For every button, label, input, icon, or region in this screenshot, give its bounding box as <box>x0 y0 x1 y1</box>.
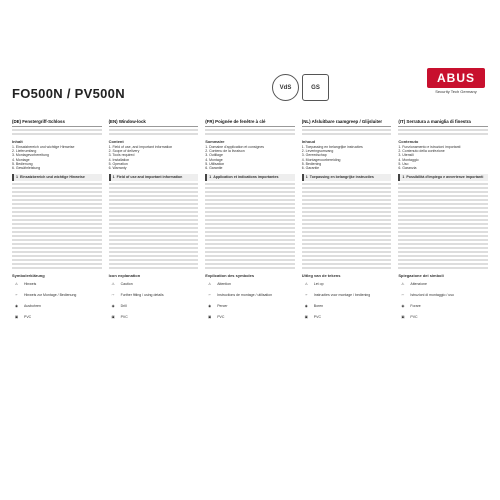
toc-item: 2. Leveringsomvang <box>301 149 334 154</box>
paragraph-text <box>302 207 392 210</box>
symbol-row <box>398 280 488 289</box>
paragraph-text <box>302 251 392 254</box>
paragraph-text <box>302 187 392 190</box>
toc-item: 5. Operation <box>108 161 128 166</box>
symbol-row <box>12 302 102 311</box>
symbol-label: Caution <box>120 282 133 287</box>
toc-item: 1. Einsatzbereich und wichtige Hinweise <box>12 145 75 149</box>
paragraph-text <box>205 247 295 250</box>
paragraph-text <box>398 247 488 250</box>
text-block <box>109 129 199 132</box>
text-block <box>205 129 295 132</box>
paragraph-text <box>302 247 392 250</box>
symbol-row <box>12 280 102 289</box>
toc-item: 1. Domaine d'application et consignes <box>205 145 265 149</box>
paragraph-text <box>109 267 199 270</box>
symbol-row <box>12 313 102 322</box>
paragraph-text <box>398 207 488 210</box>
section-title: Possibilità d'impiego e avvertenze importanti <box>406 175 484 180</box>
symbol-row <box>205 313 295 322</box>
paragraph-text <box>398 255 488 258</box>
paragraph-text <box>12 247 102 250</box>
paragraph-text <box>205 203 295 206</box>
paragraph-text <box>205 239 295 242</box>
paragraph-text <box>12 223 102 226</box>
text-block <box>109 133 199 136</box>
paragraph-text <box>398 215 488 218</box>
toc-item: 4. Montage <box>12 157 30 162</box>
section-bar <box>109 174 199 181</box>
paragraph-text <box>398 259 488 262</box>
paragraph-text <box>398 183 488 186</box>
vds-mark: VdS <box>272 74 299 101</box>
section-bar <box>12 174 102 181</box>
symbol-label: Instructies voor montage / bediening <box>313 293 371 298</box>
hand-pointer-icon: ☞ <box>304 293 308 298</box>
paragraph-text <box>205 195 295 198</box>
paragraph-text <box>109 227 199 230</box>
document-title: FO500N / PV500N <box>12 86 125 101</box>
section-title: Einsatzbereich und wichtige Hinweise <box>20 175 85 180</box>
symbol-row <box>205 302 295 311</box>
toc-item: 3. Utensili <box>398 153 414 158</box>
text-block <box>398 129 488 132</box>
toc-item: 2. Lieferumfang <box>12 149 37 154</box>
language-column-de <box>12 120 102 324</box>
paragraph-text <box>205 227 295 230</box>
hand-pointer-icon: ☞ <box>401 293 405 298</box>
paragraph-text <box>205 235 295 238</box>
warning-icon: ⚠ <box>208 282 212 287</box>
paragraph-text <box>109 251 199 254</box>
paragraph-text <box>205 191 295 194</box>
text-block <box>205 133 295 136</box>
symbol-explanation-title: Uitleg van de tekens <box>301 272 341 278</box>
paragraph-text <box>302 235 392 238</box>
drill-icon: ◉ <box>208 304 212 309</box>
paragraph-text <box>205 255 295 258</box>
paragraph-text <box>398 239 488 242</box>
paragraph-text <box>302 199 392 202</box>
toc-item: 3. Tools required <box>108 153 135 158</box>
toc-item: 2. Contenuto della confezione <box>398 149 445 154</box>
text-block <box>398 133 488 136</box>
brand-tagline: Security Tech Germany <box>435 89 477 94</box>
paragraph-text <box>302 223 392 226</box>
paragraph-text <box>12 227 102 230</box>
section-number: 1 <box>112 175 115 180</box>
pvc-icon: ▣ <box>401 315 405 320</box>
paragraph-text <box>205 243 295 246</box>
symbol-explanation-title: Icon explanation <box>108 272 141 278</box>
warning-icon: ⚠ <box>401 282 405 287</box>
paragraph-text <box>12 255 102 258</box>
paragraph-text <box>109 215 199 218</box>
paragraph-text <box>302 183 392 186</box>
paragraph-text <box>302 243 392 246</box>
toc-title: Inhoud <box>301 138 316 144</box>
toc-item: 3. Outillage <box>205 153 223 158</box>
paragraph-text <box>398 223 488 226</box>
text-block <box>12 129 102 132</box>
toc-item: 1. Field of use, and important information <box>108 145 173 149</box>
paragraph-text <box>12 243 102 246</box>
symbol-row <box>109 302 199 311</box>
symbol-explanation-title: Explication des symboles <box>205 272 255 278</box>
paragraph-text <box>205 223 295 226</box>
paragraph-text <box>205 183 295 186</box>
brand-logo <box>427 68 485 94</box>
toc-item: 1. Toepassing en belangrijke instructies <box>301 145 363 149</box>
symbol-explanation-title: Spiegazione dei simboli <box>398 272 444 278</box>
paragraph-text <box>205 207 295 210</box>
paragraph-text <box>398 199 488 202</box>
column-heading: (FR) Poignée de fenêtre à clé <box>205 120 295 127</box>
paragraph-text <box>12 215 102 218</box>
symbol-label: PVC <box>410 315 418 320</box>
symbol-row <box>302 313 392 322</box>
pvc-icon: ▣ <box>208 315 212 320</box>
paragraph-text <box>12 231 102 234</box>
paragraph-text <box>398 263 488 266</box>
symbol-label: PVC <box>120 315 128 320</box>
symbol-label: Attention <box>217 282 232 287</box>
table-of-contents <box>109 145 199 170</box>
paragraph-text <box>398 211 488 214</box>
paragraph-text <box>302 211 392 214</box>
paragraph-text <box>398 203 488 206</box>
symbol-label: Further fitting / using details <box>120 293 164 298</box>
paragraph-text <box>398 251 488 254</box>
section-bar <box>398 174 488 181</box>
paragraph-text <box>109 235 199 238</box>
toc-item: 6. Gewährleistung <box>12 166 41 171</box>
table-of-contents <box>205 145 295 170</box>
symbol-label: Let op <box>313 282 324 287</box>
paragraph-text <box>12 183 102 186</box>
symbol-row <box>302 280 392 289</box>
toc-title: Content <box>108 138 124 144</box>
brand-name: ABUS <box>427 68 485 88</box>
paragraph-text <box>398 191 488 194</box>
table-of-contents <box>12 145 102 170</box>
symbol-label: Istruzioni di montaggio / uso <box>410 293 454 298</box>
paragraph-text <box>109 247 199 250</box>
paragraph-text <box>398 219 488 222</box>
symbol-label: PVC <box>24 315 32 320</box>
section-bar <box>205 174 295 181</box>
paragraph-text <box>12 251 102 254</box>
text-block <box>302 129 392 132</box>
toc-item: 4. Montaggio <box>398 157 419 162</box>
toc-item: 4. Installation <box>108 157 130 162</box>
drill-icon: ◉ <box>304 304 308 309</box>
paragraph-text <box>302 263 392 266</box>
paragraph-text <box>109 259 199 262</box>
toc-title: Inhalt <box>12 138 23 144</box>
symbol-row <box>109 291 199 300</box>
symbol-row <box>398 302 488 311</box>
section-bar <box>302 174 392 181</box>
section-number: 1 <box>402 175 405 180</box>
section-number: 1 <box>209 175 212 180</box>
text-block <box>302 133 392 136</box>
paragraph-text <box>398 243 488 246</box>
paragraph-text <box>12 199 102 202</box>
paragraph-text <box>205 231 295 234</box>
paragraph-text <box>109 223 199 226</box>
paragraph-text <box>109 187 199 190</box>
symbol-label: Hinweis zur Montage / Bedienung <box>24 293 77 298</box>
paragraph-text <box>109 207 199 210</box>
column-heading: (DE) Fenstergriff-Schloss <box>12 120 102 127</box>
toc-item: 5. Bedienung <box>12 161 33 166</box>
symbol-label: Percer <box>217 304 228 309</box>
column-heading: (NL) Afsluitbare raamgreep / Glijsluiter <box>302 120 392 127</box>
paragraph-text <box>109 219 199 222</box>
toc-item: 4. Montage <box>205 157 223 162</box>
paragraph-text <box>12 203 102 206</box>
paragraph-text <box>302 231 392 234</box>
table-of-contents <box>302 145 392 170</box>
paragraph-text <box>12 187 102 190</box>
paragraph-text <box>205 219 295 222</box>
language-column-nl <box>302 120 392 324</box>
toc-item: 6. Garanzia <box>398 166 417 171</box>
hand-pointer-icon: ☞ <box>208 293 212 298</box>
section-title: Application et indications importantes <box>213 175 279 180</box>
toc-item: 6. Garantie <box>205 166 223 171</box>
paragraph-text <box>398 267 488 270</box>
section-title: Toepassing en belangrijke instructies <box>309 175 374 180</box>
paragraph-text <box>302 255 392 258</box>
symbol-row <box>398 313 488 322</box>
drill-icon: ◉ <box>111 304 115 309</box>
paragraph-text <box>12 191 102 194</box>
symbol-explanation-title: Symbolerklärung <box>12 272 45 278</box>
paragraph-text <box>302 219 392 222</box>
paragraph-text <box>12 267 102 270</box>
paragraph-text <box>12 235 102 238</box>
symbol-label: Drill <box>120 304 127 309</box>
hand-pointer-icon: ☞ <box>111 293 115 298</box>
paragraph-text <box>109 231 199 234</box>
symbol-label: PVC <box>217 315 225 320</box>
paragraph-text <box>398 227 488 230</box>
paragraph-text <box>12 263 102 266</box>
symbol-row <box>302 302 392 311</box>
toc-item: 6. Garantie <box>301 166 320 171</box>
paragraph-text <box>398 231 488 234</box>
symbol-label: Attenzione <box>410 282 427 287</box>
symbol-row <box>12 291 102 300</box>
symbol-label: PVC <box>313 315 321 320</box>
symbol-label: Forare <box>410 304 421 309</box>
paragraph-text <box>302 215 392 218</box>
pvc-icon: ▣ <box>14 315 19 320</box>
paragraph-text <box>205 263 295 266</box>
paragraph-text <box>205 211 295 214</box>
symbol-row <box>205 291 295 300</box>
paragraph-text <box>12 211 102 214</box>
paragraph-text <box>398 195 488 198</box>
symbol-label: Boren <box>313 304 324 309</box>
paragraph-text <box>398 235 488 238</box>
warning-icon: ⚠ <box>304 282 308 287</box>
pvc-icon: ▣ <box>111 315 115 320</box>
paragraph-text <box>205 259 295 262</box>
column-heading: (IT) Serratura a maniglia di finestra <box>398 120 488 127</box>
paragraph-text <box>109 243 199 246</box>
toc-item: 2. Scope of delivery <box>108 149 140 154</box>
paragraph-text <box>109 211 199 214</box>
paragraph-text <box>205 267 295 270</box>
symbol-row <box>109 280 199 289</box>
toc-item: 6. Warranty <box>108 166 127 171</box>
paragraph-text <box>109 255 199 258</box>
section-title: Field of use and important information <box>116 175 183 180</box>
paragraph-text <box>109 183 199 186</box>
language-column-fr <box>205 120 295 324</box>
certification-marks <box>272 74 329 101</box>
paragraph-text <box>205 199 295 202</box>
paragraph-text <box>302 267 392 270</box>
toc-item: 5. Utilisation <box>205 161 225 166</box>
paragraph-text <box>302 259 392 262</box>
paragraph-text <box>205 215 295 218</box>
paragraph-text <box>205 251 295 254</box>
column-heading: (EN) Window-lock <box>109 120 199 127</box>
symbol-label: Hinweis <box>24 282 37 287</box>
paragraph-text <box>12 207 102 210</box>
pvc-icon: ▣ <box>304 315 308 320</box>
toc-item: 4. Montagevoorbereiding <box>301 157 341 162</box>
paragraph-text <box>12 195 102 198</box>
toc-item: 1. Funzionamento e istruzioni importanti <box>398 145 461 149</box>
paragraph-text <box>302 195 392 198</box>
toc-item: 3. Montagevorbereitung <box>12 153 49 158</box>
section-number: 1 <box>305 175 308 180</box>
drill-icon: ◉ <box>14 304 19 309</box>
hand-pointer-icon: ☞ <box>14 293 19 298</box>
symbol-row <box>205 280 295 289</box>
table-of-contents <box>398 145 488 170</box>
toc-item: 3. Gereedschap <box>301 153 327 158</box>
paragraph-text <box>205 187 295 190</box>
text-block <box>12 133 102 136</box>
warning-icon: ⚠ <box>111 282 115 287</box>
paragraph-text <box>302 203 392 206</box>
drill-icon: ◉ <box>401 304 405 309</box>
paragraph-text <box>302 227 392 230</box>
symbol-row <box>109 313 199 322</box>
paragraph-text <box>302 191 392 194</box>
paragraph-text <box>109 203 199 206</box>
paragraph-text <box>109 239 199 242</box>
paragraph-text <box>109 199 199 202</box>
toc-item: 5. Uso <box>398 161 409 166</box>
gs-mark: GS <box>302 74 329 101</box>
section-number: 1 <box>16 175 18 180</box>
symbol-label: Instructions de montage / utilisation <box>217 293 273 298</box>
paragraph-text <box>109 263 199 266</box>
paragraph-text <box>12 219 102 222</box>
warning-icon: ⚠ <box>14 282 19 287</box>
paragraph-text <box>398 187 488 190</box>
symbol-label: Ausbohren <box>24 304 41 309</box>
toc-title: Sommaire <box>205 138 225 144</box>
symbol-row <box>302 291 392 300</box>
toc-item: 5. Bediening <box>301 161 322 166</box>
toc-title: Contenuto <box>398 138 419 144</box>
paragraph-text <box>109 195 199 198</box>
toc-item: 2. Contenu de la livraison <box>205 149 245 154</box>
language-columns <box>12 120 488 324</box>
paragraph-text <box>12 239 102 242</box>
language-column-it <box>398 120 488 324</box>
paragraph-text <box>109 191 199 194</box>
paragraph-text <box>302 239 392 242</box>
symbol-row <box>398 291 488 300</box>
paragraph-text <box>12 259 102 262</box>
language-column-en <box>109 120 199 324</box>
